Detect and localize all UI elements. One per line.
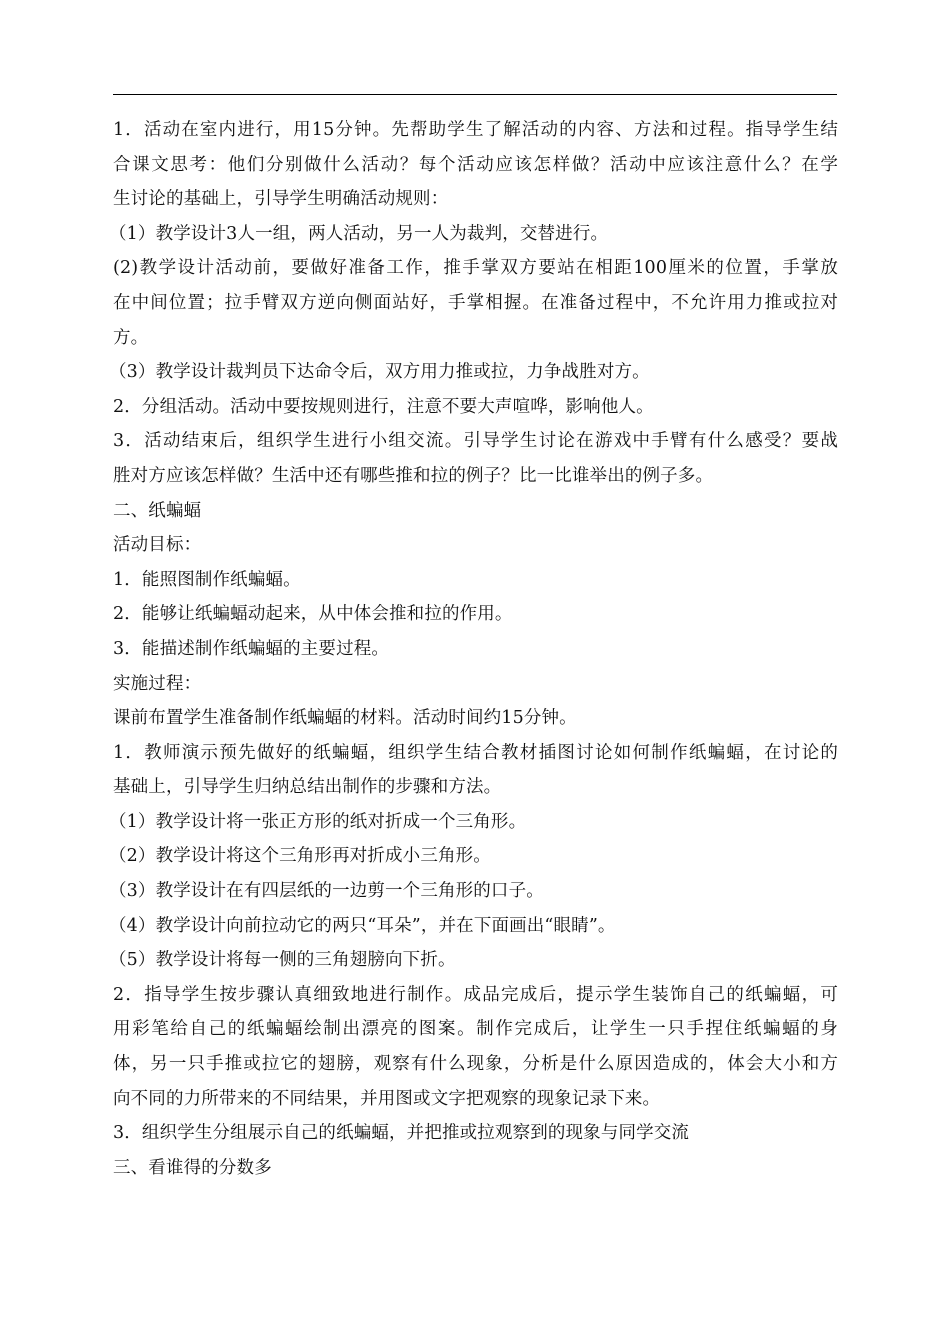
list-item: 2．能够让纸蝙蝠动起来，从中体会推和拉的作用。 — [113, 604, 513, 625]
text-line: 1．活动在室内进行，用15分钟。先帮助学生了解活动的内容、方法和过程。指导学生结 — [113, 120, 838, 140]
text-line: 基础上，引导学生归纳总结出制作的步骤和方法。 — [113, 777, 502, 798]
section-heading: 二、纸蝙蝠 — [113, 500, 202, 521]
text-line: 体，另一只手推或拉它的翅膀，观察有什么现象，分析是什么原因造成的，体会大小和方 — [113, 1054, 838, 1075]
subheading: 活动目标： — [113, 535, 202, 556]
list-item: （3）教学设计裁判员下达命令后，双方用力推或拉，力争战胜对方。 — [109, 362, 650, 383]
document-body — [109, 113, 838, 1185]
list-item: （5）教学设计将每一侧的三角翅膀向下折。 — [109, 950, 456, 971]
header-rule — [113, 94, 837, 95]
list-item: 1．能照图制作纸蝙蝠。 — [113, 569, 301, 590]
subheading: 实施过程： — [113, 673, 202, 694]
text-line: 3．活动结束后，组织学生进行小组交流。引导学生讨论在游戏中手臂有什么感受？要战 — [113, 431, 838, 452]
section-heading: 三、看谁得的分数多 — [113, 1157, 272, 1178]
list-item: （3）教学设计在有四层纸的一边剪一个三角形的口子。 — [109, 881, 544, 902]
text-line: 2．分组活动。活动中要按规则进行，注意不要大声喧哗，影响他人。 — [113, 396, 654, 417]
text-line: 2．指导学生按步骤认真细致地进行制作。成品完成后，提示学生装饰自己的纸蝙蝠，可 — [113, 984, 838, 1005]
list-item: （1）教学设计3人一组，两人活动，另一人为裁判，交替进行。 — [109, 223, 609, 244]
text-line: 在中间位置；拉手臂双方逆向侧面站好，手掌相握。在准备过程中，不允许用力推或拉对 — [113, 292, 838, 313]
list-item: （1）教学设计将一张正方形的纸对折成一个三角形。 — [109, 811, 527, 832]
list-item: （4）教学设计向前拉动它的两只“耳朵”，并在下面画出“眼睛”。 — [109, 915, 616, 936]
list-item: （2）教学设计将这个三角形再对折成小三角形。 — [109, 846, 491, 867]
list-item: (2)教学设计活动前，要做好准备工作，推手掌双方要站在相距100厘米的位置，手掌放 — [113, 258, 838, 279]
text-line: 生讨论的基础上，引导学生明确活动规则： — [113, 189, 449, 210]
text-line: 合课文思考：他们分别做什么活动？每个活动应该怎样做？活动中应该注意什么？在学 — [113, 154, 838, 175]
text-line: 用彩笔给自己的纸蝙蝠绘制出漂亮的图案。制作完成后，让学生一只手捏住纸蝙蝠的身 — [113, 1019, 838, 1040]
text-line: 课前布置学生准备制作纸蝙蝠的材料。活动时间约15分钟。 — [113, 708, 577, 729]
list-item: 3．能描述制作纸蝙蝠的主要过程。 — [113, 638, 390, 659]
text-line: 1．教师演示预先做好的纸蝙蝠，组织学生结合教材插图讨论如何制作纸蝙蝠，在讨论的 — [113, 742, 838, 763]
text-line: 方。 — [113, 327, 149, 348]
text-line: 3．组织学生分组展示自己的纸蝙蝠，并把推或拉观察到的现象与同学交流 — [113, 1123, 690, 1144]
text-line: 胜对方应该怎样做？生活中还有哪些推和拉的例子？比一比谁举出的例子多。 — [113, 465, 714, 486]
text-line: 向不同的力所带来的不同结果，并用图或文字把观察的现象记录下来。 — [113, 1088, 661, 1109]
